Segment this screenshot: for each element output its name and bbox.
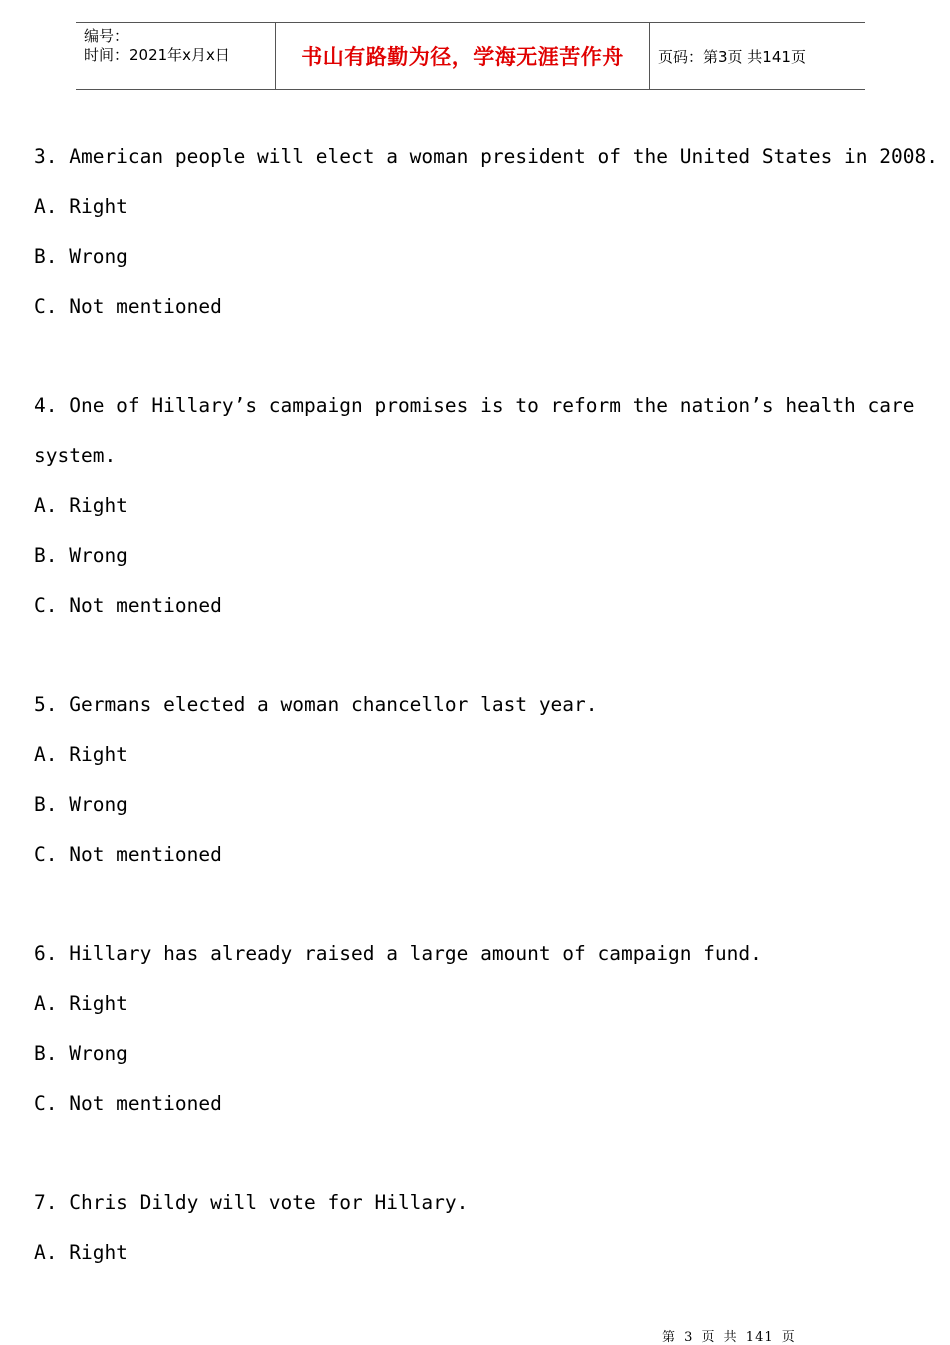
option-b: B. Wrong: [34, 1042, 128, 1065]
option-a: A. Right: [34, 494, 128, 517]
option-c: C. Not mentioned: [34, 594, 222, 617]
option-b: B. Wrong: [34, 245, 128, 268]
option-a: A. Right: [34, 743, 128, 766]
header-page-info: 页码：第3页 共141页: [658, 47, 806, 66]
header-motto: 书山有路勤为径，学海无涯苦作舟: [276, 23, 650, 89]
page-header: [76, 22, 865, 90]
question-stem: 3. American people will elect a woman president of the United States in 2008.: [34, 145, 938, 168]
option-a: A. Right: [34, 992, 128, 1015]
page-footer: 第 3 页 共 141 页: [662, 1330, 796, 1345]
question-stem: 5. Germans elected a woman chancellor last year.: [34, 693, 598, 716]
option-a: A. Right: [34, 1241, 128, 1264]
question-stem: 6. Hillary has already raised a large amount of campaign fund.: [34, 942, 762, 965]
option-b: B. Wrong: [34, 544, 128, 567]
option-b: B. Wrong: [34, 793, 128, 816]
option-c: C. Not mentioned: [34, 1092, 222, 1115]
number-label: 编号：: [84, 27, 130, 45]
question-stem: 7. Chris Dildy will vote for Hillary.: [34, 1191, 469, 1214]
question-stem-continued: system.: [34, 444, 117, 467]
question-stem: 4. One of Hillary’s campaign promises is to reform the nation’s health care: [34, 394, 915, 417]
time-label: 时间：2021年x月x日: [84, 46, 230, 64]
option-c: C. Not mentioned: [34, 295, 222, 318]
option-a: A. Right: [34, 195, 128, 218]
option-c: C. Not mentioned: [34, 843, 222, 866]
header-meta: [76, 23, 276, 89]
